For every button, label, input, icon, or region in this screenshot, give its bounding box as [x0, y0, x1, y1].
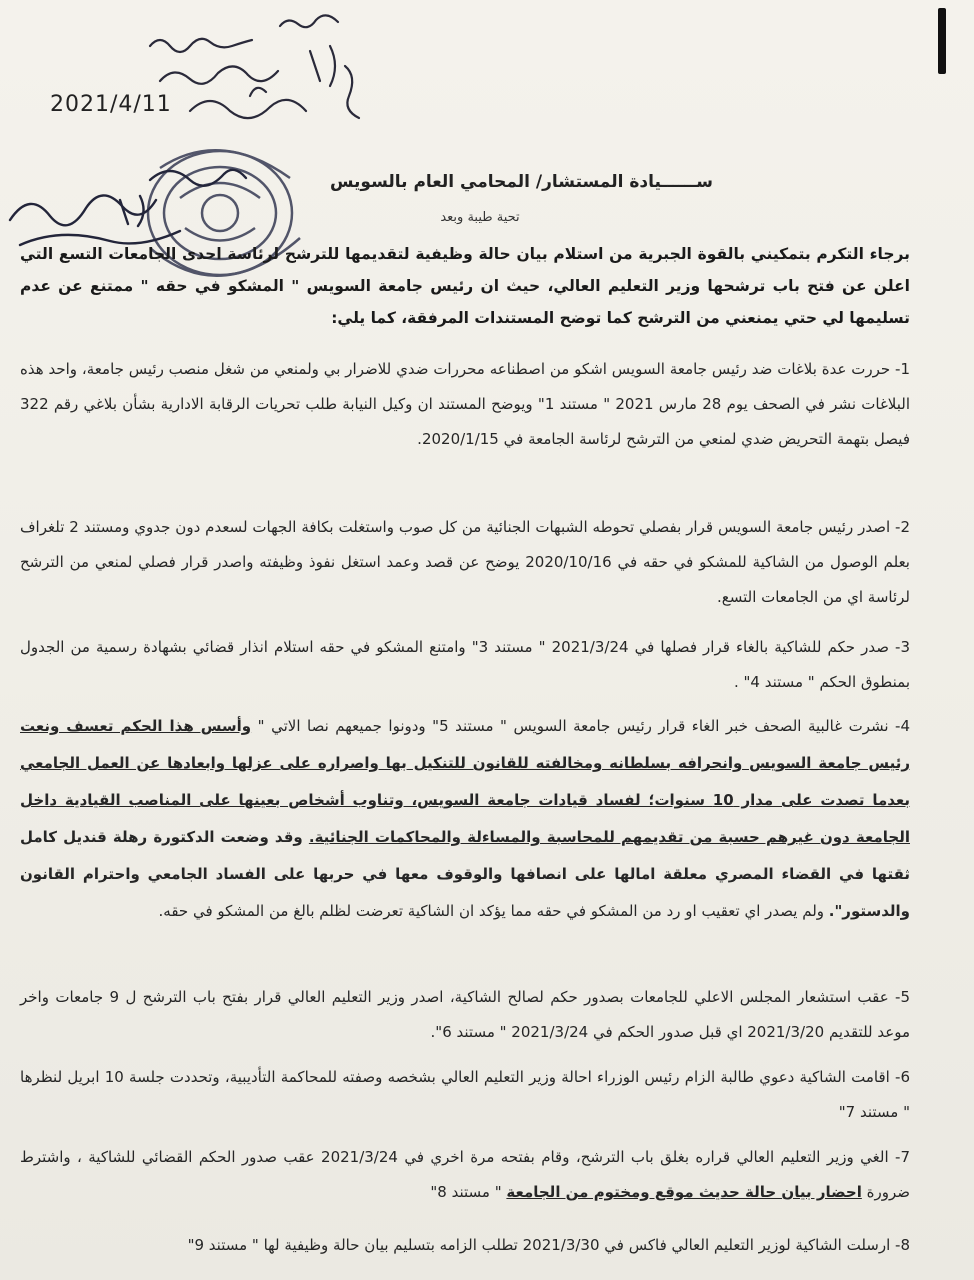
list-item-3: 3- صدر حكم للشاكية بالغاء قرار فصلها في 2021/3/24 " مستند 3" وامتنع المشكو في حقه استلام انذار قضائي بشهادة رسمية من الجدول بمنطوق الحكم " مستند 4" .	[20, 638, 910, 691]
list-item-7-plain-end: " مستند 8"	[430, 1183, 507, 1201]
list-item-4-plain-start: 4- نشرت غالبية الصحف خبر الغاء قرار رئيس جامعة السويس " مستند 5" ودونوا جميعهم نصا الاتي "	[251, 717, 911, 735]
list-item-7	[20, 1140, 910, 1210]
list-item-4-bold-quote: وقد وضعت الدكتورة رهلة قنديل كامل ثقتها في القضاء المصري معلقة امالها على انصافها والوقوف معها في حربها على الفساد الجامعي واحترام القانون والدستور".	[20, 828, 910, 920]
intro-paragraph: برجاء التكرم بتمكيني بالقوة الجبرية من استلام بيان حالة وظيفية لتقديمها للترشح لرئاسة احدى الجامعات التسع التي اعلن عن فتح باب ترشحها وزير التعليم العالي، حيث ان رئيس جامعة السويس " المشكو في حقه " ممتنع عن عدم تسليمها لي حتي يمنعني من الترشح كما توضح المستندات المرفقة، كما يلي:	[20, 245, 910, 327]
list-item-7-plain-start: 7- الغي وزير التعليم العالي قراره بغلق باب الترشح، وقام بفتحه مرة اخري في 2021/3/24 عقب صدور الحكم القضائي للشاكية ، واشترط ضرورة	[20, 1148, 910, 1201]
list-item-1: 1- حررت عدة بلاغات ضد رئيس جامعة السويس اشكو من اصطناعه محررات ضدي للاضرار بي ولمنعي من شغل منصب رئيس جامعة، واحد هذه البلاغات نشر في الصحف يوم 28 مارس 2021 " مستند 1" ويوضح المستند ان وكيل النيابة طلب تحريات الرقابة الادارية بشأن بلاغي رقم 322 فيصل بتهمة التحريض ضدي لمنعي من الترشح لرئاسة الجامعة في 2020/1/15.	[20, 360, 910, 448]
page-edge-mark	[938, 8, 946, 74]
list-item-4	[20, 708, 910, 930]
list-item-4-underlined-quote: وأسس هذا الحكم تعسف ونعت رئيس جامعة السويس وانحرافه بسلطانه ومخالفته للقانون للتنكيل بها واصراره على عزلها وابعادها عن العمل الجامعي بعدما تصدت على مدار 10 سنوات؛ لفساد قيادات جامعة السويس، وتناوب أشخاص بعينها على المناصب القيادية داخل الجامعة دون غيرهم حسبة من تقديمهم للمحاسبة والمساءلة والمحاكمات الجنائية.	[20, 717, 910, 846]
list-item-7-bold-underlined: احضار بيان حالة حديث موقع ومختوم من الجامعة	[506, 1183, 862, 1201]
addressee-heading: ســــــيادة المستشار/ المحامي العام بالسويس	[330, 172, 713, 192]
list-item-5: 5- عقب استشعار المجلس الاعلي للجامعات بصدور حكم لصالح الشاكية، اصدر وزير التعليم العالي قرار بفتح باب الترشح ل 9 جامعات واخر موعد للتقديم 2021/3/20 اي قبل صدور الحكم في 2021/3/24 " مستند 6".	[20, 988, 910, 1041]
greeting-line: تحية طيبة وبعد	[440, 210, 520, 225]
list-item-4-plain-end: ولم يصدر اي تعقيب او رد من المشكو في حقه مما يؤكد ان الشاكية تعرضت لظلم بالغ من المشكو في حقه.	[158, 902, 829, 920]
list-item-2: 2- اصدر رئيس جامعة السويس قرار بفصلي تحوطه الشبهات الجنائية من كل صوب واستغلت بكافة الجهات لسعدم دون جدوي ومستند 2 تلغراف بعلم الوصول من الشاكية للمشكو في حقه في 2020/10/16 يوضح عن قصد وعمد استغل نفوذ وظيفته واصدر قرار فصلي لمنعي من الترشح لرئاسة اي من الجامعات التسع.	[20, 518, 911, 606]
handwritten-date: 2021/4/11	[50, 92, 172, 117]
list-item-6: 6- اقامت الشاكية دعوي طالبة الزام رئيس الوزراء احالة وزير التعليم العالي بشخصه وصفته للمحاكمة التأديبية، وتحددت جلسة 10 ابريل لنظرها " مستند 7"	[20, 1068, 911, 1121]
list-item-8: 8- ارسلت الشاكية لوزير التعليم العالي فاكس في 2021/3/30 تطلب الزامه بتسليم بيان حالة وظيفية لها " مستند 9"	[187, 1236, 910, 1254]
